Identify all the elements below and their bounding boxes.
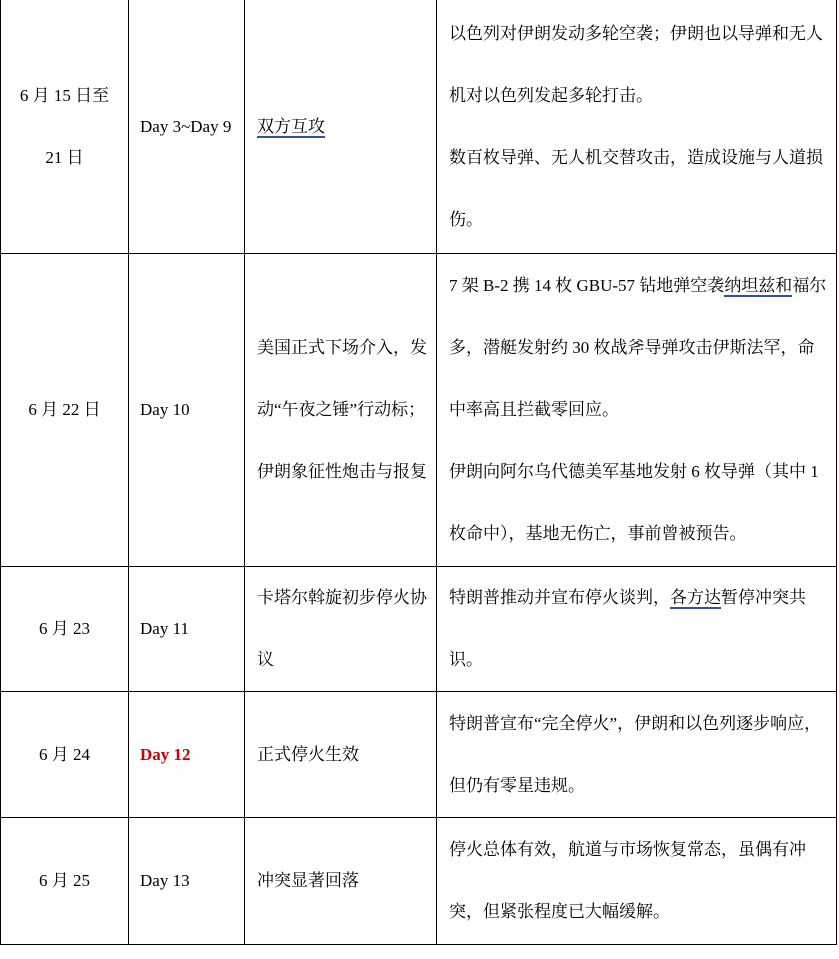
details-text: 特朗普推动并宣布停火谈判， <box>449 588 670 607</box>
event-cell: 卡塔尔斡旋初步停火协议 <box>245 567 437 692</box>
details-paragraph <box>449 567 830 691</box>
day-cell: Day 3~Day 9 <box>129 0 245 254</box>
date-text: 6 月 15 日至 <box>19 85 110 105</box>
day-cell: Day 11 <box>129 567 245 692</box>
date-cell: 6 月 23 <box>1 567 129 692</box>
day-cell: Day 13 <box>129 818 245 945</box>
table-row <box>1 254 837 567</box>
details-paragraph: 伊朗向阿尔乌代德美军基地发射 6 枚导弹（其中 1 枚命中），基地无伤亡，事前曾被预告。 <box>449 462 819 543</box>
details-paragraph: 以色列对伊朗发动多轮空袭；伊朗也以导弹和无人机对以色列发起多轮打击。 <box>449 24 823 105</box>
date-cell: 6 月 24 <box>1 692 129 818</box>
day-cell: Day 10 <box>129 254 245 567</box>
event-cell: 正式停火生效 <box>245 692 437 818</box>
details-paragraph: 数百枚导弹、无人机交替攻击，造成设施与人道损伤。 <box>449 148 823 229</box>
details-paragraph <box>449 255 830 441</box>
details-cell <box>437 254 837 567</box>
details-text: 7 架 B-2 携 14 枚 GBU-57 钻地弹空袭 <box>449 276 725 295</box>
details-link[interactable]: 各方达 <box>670 588 721 607</box>
date-text: 21 日 <box>45 147 84 167</box>
details-cell: 特朗普宣布“完全停火”，伊朗和以色列逐步响应，但仍有零星违规。 <box>437 692 837 818</box>
details-cell <box>437 0 837 254</box>
event-cell[interactable] <box>245 0 437 254</box>
table-row <box>1 0 837 254</box>
details-cell: 停火总体有效，航道与市场恢复常态，虽偶有冲突，但紧张程度已大幅缓解。 <box>437 818 837 945</box>
details-text: 福尔多，潜艇发射约 30 枚战斧导弹攻击伊斯法罕，命中率高且拦截零回应。 <box>449 276 827 419</box>
day-cell-highlighted: Day 12 <box>129 692 245 818</box>
event-cell: 美国正式下场介入，发动“午夜之锤”行动标；伊朗象征性炮击与报复 <box>245 254 437 567</box>
details-text: 暂停冲突共识。 <box>449 588 806 669</box>
event-link[interactable]: 双方互攻 <box>257 116 325 136</box>
date-cell: 6 月 25 <box>1 818 129 945</box>
date-cell: 6 月 22 日 <box>1 254 129 567</box>
date-cell <box>1 0 129 254</box>
table-row <box>1 818 837 945</box>
details-link[interactable]: 纳坦兹和 <box>724 276 793 295</box>
table-row <box>1 567 837 692</box>
details-cell <box>437 567 837 692</box>
event-cell: 冲突显著回落 <box>245 818 437 945</box>
table-row <box>1 692 837 818</box>
